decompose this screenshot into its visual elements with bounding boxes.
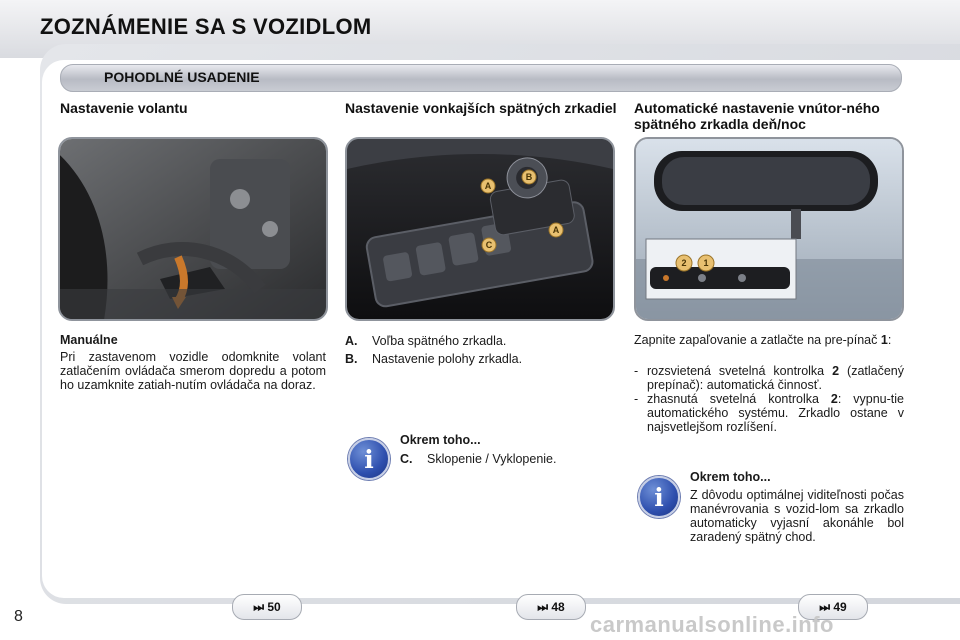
steering-subheading: Manuálne	[60, 333, 118, 347]
mirror-label-a2: A	[552, 225, 560, 235]
rearview-mirror-photo	[634, 137, 904, 321]
rearview-dash-list	[634, 364, 904, 434]
mirror-label-b: B	[525, 172, 533, 182]
mirrors-heading: Nastavenie vonkajších spätných zrkadiel	[345, 100, 617, 116]
info-icon: i	[638, 476, 680, 518]
rearview-dash-item-on: - rozsvietená svetelná kontrolka 2 (zatlačený prepínač): automatická činnosť.	[634, 364, 904, 392]
steering-body: Pri zastavenom vozidle odomknite volant zatlačením ovládača smerom dopredu a potom ho uzamknite zatiah-nutím ovládača na doraz.	[60, 350, 326, 392]
page-ref-50[interactable]: ⏭ 50	[232, 594, 302, 620]
mirror-label-a1: A	[484, 181, 492, 191]
mirror-label-c: C	[485, 240, 493, 250]
page-number: 8	[14, 608, 23, 625]
steering-photo	[58, 137, 328, 321]
rearview-heading: Automatické nastavenie vnútor-ného spätného zrkadla deň/noc	[634, 100, 880, 132]
rearview-note: Z dôvodu optimálnej viditeľnosti počas manévrovania s vozid-lom sa zrkadlo automaticky vyjasní akonáhle bol zaradený spätný chod.	[690, 488, 904, 544]
info-icon: i	[348, 438, 390, 480]
page-ref-49[interactable]: ⏭ 49	[798, 594, 868, 620]
mirror-item-a: A. Voľba spätného zrkadla.	[345, 334, 507, 348]
mirror-item-b: B. Nastavenie polohy zrkadla.	[345, 352, 523, 366]
rearview-label-1: 1	[703, 258, 709, 268]
rearview-label-2: 2	[681, 258, 687, 268]
rearview-intro: Zapnite zapaľovanie a zatlačte na pre-pínač 1:	[634, 333, 892, 347]
steering-photo-graphic	[60, 139, 326, 319]
page-ref-48[interactable]: ⏭ 48	[516, 594, 586, 620]
page-title: ZOZNÁMENIE SA S VOZIDLOM	[40, 14, 372, 39]
mirrors-note: C. Sklopenie / Vyklopenie.	[400, 452, 557, 466]
mirror-controls-photo	[345, 137, 615, 321]
mirror-controls-graphic	[347, 139, 613, 319]
rearview-note-title: Okrem toho...	[690, 470, 771, 484]
rearview-mirror-graphic	[636, 139, 902, 319]
mirrors-note-title: Okrem toho...	[400, 433, 481, 447]
watermark: carmanualsonline.info	[590, 612, 834, 637]
steering-heading: Nastavenie volantu	[60, 100, 188, 116]
mirrors-list	[345, 334, 615, 366]
rearview-dash-item-off: - zhasnutá svetelná kontrolka 2: vypnu-tie automatického systému. Zrkadlo ostane v najsvetlejšom rozlíšení.	[634, 392, 904, 434]
section-title: POHODLNÉ USADENIE	[104, 69, 260, 85]
